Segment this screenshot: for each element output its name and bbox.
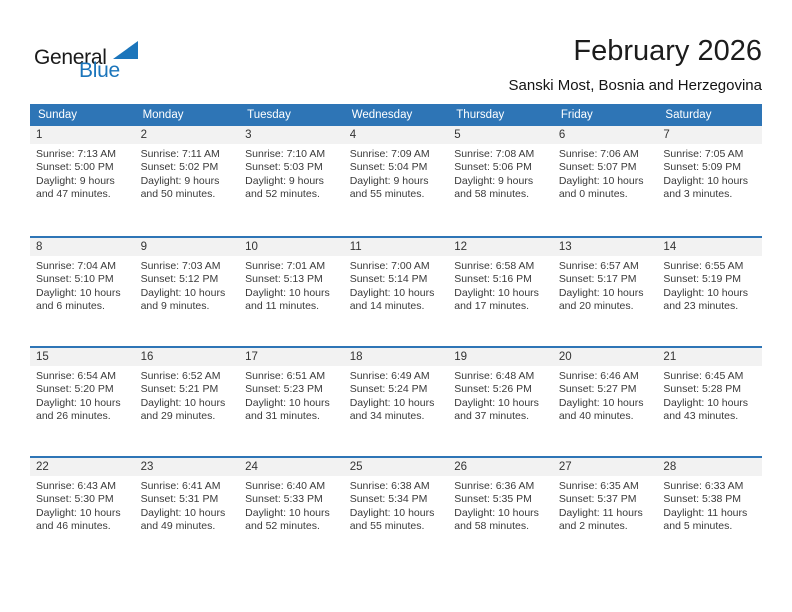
daylight-text-line1: Daylight: 10 hours [454, 286, 539, 299]
day-cell-20 [553, 348, 658, 456]
daylight-text-line2: and 9 minutes. [140, 300, 210, 313]
week-row-3 [30, 346, 762, 456]
sunset-text: Sunset: 5:13 PM [245, 273, 323, 286]
day-cell-26 [448, 458, 553, 566]
location-subtitle: Sanski Most, Bosnia and Herzegovina [508, 77, 762, 94]
calendar-table [30, 104, 762, 566]
sunset-text: Sunset: 5:02 PM [140, 161, 219, 174]
daylight-text-line2: and 34 minutes. [349, 410, 425, 423]
day-number: 27 [553, 458, 658, 476]
day-cell-25 [344, 458, 449, 566]
daylight-text-line2: and 52 minutes. [245, 520, 320, 533]
daylight-text-line1: Daylight: 10 hours [663, 396, 749, 409]
day-info [135, 476, 240, 534]
sunrise-text: Sunrise: 6:48 AM [454, 370, 535, 382]
sunrise-text: Sunrise: 7:13 AM [36, 148, 116, 160]
daylight-text-line2: and 14 minutes. [349, 300, 425, 313]
day-number: 20 [553, 348, 658, 366]
day-number: 8 [30, 238, 135, 256]
daylight-text-line2: and 5 minutes. [663, 520, 733, 533]
day-number: 1 [30, 126, 135, 144]
weekday-header-friday: Friday [560, 109, 593, 121]
sunrise-text: Sunrise: 7:08 AM [454, 148, 535, 160]
sunset-text: Sunset: 5:16 PM [454, 273, 532, 286]
sunset-text: Sunset: 5:17 PM [558, 273, 637, 286]
daylight-text-line2: and 40 minutes. [558, 410, 634, 423]
sunrise-text: Sunrise: 6:35 AM [558, 480, 639, 492]
day-info [448, 256, 553, 314]
day-number: 15 [30, 348, 135, 366]
daylight-text-line1: Daylight: 10 hours [245, 506, 330, 519]
week-row-1 [30, 126, 762, 236]
sunset-text: Sunset: 5:37 PM [558, 493, 637, 506]
daylight-text-line1: Daylight: 10 hours [663, 174, 749, 187]
day-number: 17 [239, 348, 344, 366]
day-info [239, 256, 344, 314]
day-cell-22 [30, 458, 135, 566]
sunrise-text: Sunrise: 7:11 AM [140, 148, 220, 160]
daylight-text-line2: and 11 minutes. [245, 300, 320, 313]
day-cell-2 [135, 126, 240, 236]
sunrise-text: Sunrise: 7:04 AM [36, 260, 116, 272]
daylight-text-line1: Daylight: 10 hours [36, 506, 121, 519]
sunrise-text: Sunrise: 6:51 AM [245, 370, 326, 382]
day-number: 16 [135, 348, 240, 366]
day-cell-18 [344, 348, 449, 456]
daylight-text-line1: Daylight: 10 hours [140, 286, 226, 299]
day-cell-17 [239, 348, 344, 456]
sunset-text: Sunset: 5:24 PM [349, 383, 428, 396]
daylight-text-line2: and 55 minutes. [349, 188, 425, 201]
day-cell-24 [239, 458, 344, 566]
day-number: 4 [344, 126, 449, 144]
sunset-text: Sunset: 5:09 PM [663, 161, 742, 174]
daylight-text-line2: and 31 minutes. [245, 410, 320, 423]
day-info [344, 144, 449, 202]
day-cell-11 [344, 238, 449, 346]
sunrise-text: Sunrise: 7:09 AM [349, 148, 430, 160]
day-cell-9 [135, 238, 240, 346]
day-number: 6 [553, 126, 658, 144]
day-cell-15 [30, 348, 135, 456]
sunset-text: Sunset: 5:31 PM [140, 493, 219, 506]
daylight-text-line2: and 17 minutes. [454, 300, 529, 313]
weekday-header-sunday: Sunday [38, 109, 78, 121]
day-cell-13 [553, 238, 658, 346]
day-info [553, 256, 658, 314]
sunset-text: Sunset: 5:21 PM [140, 383, 219, 396]
daylight-text-line2: and 43 minutes. [663, 410, 739, 423]
sunrise-text: Sunrise: 6:52 AM [140, 370, 221, 382]
day-cell-23 [135, 458, 240, 566]
day-number: 14 [657, 238, 762, 256]
day-info [239, 366, 344, 424]
day-info [553, 476, 658, 534]
daylight-text-line2: and 55 minutes. [349, 520, 425, 533]
sunrise-text: Sunrise: 6:54 AM [36, 370, 116, 382]
daylight-text-line1: Daylight: 10 hours [36, 286, 121, 299]
sunrise-text: Sunrise: 6:41 AM [140, 480, 221, 492]
sunset-text: Sunset: 5:19 PM [663, 273, 742, 286]
day-info [135, 366, 240, 424]
daylight-text-line2: and 26 minutes. [36, 410, 111, 423]
logo-blue-text: Blue [79, 59, 120, 82]
day-info [239, 476, 344, 534]
day-number: 3 [239, 126, 344, 144]
weekday-header-row [30, 104, 762, 126]
day-info [30, 366, 135, 424]
weekday-header-tuesday: Tuesday [247, 109, 291, 121]
day-cell-21 [657, 348, 762, 456]
sunrise-text: Sunrise: 7:05 AM [663, 148, 744, 160]
daylight-text-line1: Daylight: 10 hours [349, 286, 435, 299]
day-cell-12 [448, 238, 553, 346]
day-number: 24 [239, 458, 344, 476]
daylight-text-line1: Daylight: 9 hours [245, 174, 324, 187]
day-info [448, 366, 553, 424]
daylight-text-line1: Daylight: 10 hours [36, 396, 121, 409]
day-cell-7 [657, 126, 762, 236]
day-number: 13 [553, 238, 658, 256]
day-number: 28 [657, 458, 762, 476]
day-info [344, 476, 449, 534]
day-info [657, 144, 762, 202]
daylight-text-line1: Daylight: 9 hours [349, 174, 429, 187]
daylight-text-line1: Daylight: 11 hours [558, 506, 643, 519]
daylight-text-line2: and 50 minutes. [140, 188, 216, 201]
day-cell-6 [553, 126, 658, 236]
day-number: 18 [344, 348, 449, 366]
week-row-4 [30, 456, 762, 566]
day-cell-14 [657, 238, 762, 346]
general-blue-logo [34, 41, 154, 87]
daylight-text-line2: and 46 minutes. [36, 520, 111, 533]
daylight-text-line1: Daylight: 10 hours [349, 396, 435, 409]
day-info [239, 144, 344, 202]
day-info [553, 144, 658, 202]
weekday-header-monday: Monday [142, 109, 184, 121]
daylight-text-line2: and 29 minutes. [140, 410, 216, 423]
daylight-text-line1: Daylight: 10 hours [558, 396, 644, 409]
sunrise-text: Sunrise: 6:40 AM [245, 480, 326, 492]
day-cell-5 [448, 126, 553, 236]
daylight-text-line2: and 2 minutes. [558, 520, 628, 533]
day-cell-16 [135, 348, 240, 456]
sunset-text: Sunset: 5:14 PM [349, 273, 428, 286]
day-number: 19 [448, 348, 553, 366]
daylight-text-line1: Daylight: 10 hours [663, 286, 749, 299]
daylight-text-line2: and 0 minutes. [558, 188, 628, 201]
sunset-text: Sunset: 5:35 PM [454, 493, 532, 506]
logo-triangle-icon [113, 41, 138, 59]
daylight-text-line2: and 6 minutes. [36, 300, 105, 313]
day-info [135, 256, 240, 314]
sunset-text: Sunset: 5:23 PM [245, 383, 323, 396]
daylight-text-line1: Daylight: 10 hours [558, 286, 644, 299]
day-number: 22 [30, 458, 135, 476]
sunset-text: Sunset: 5:04 PM [349, 161, 428, 174]
sunrise-text: Sunrise: 6:57 AM [558, 260, 639, 272]
sunrise-text: Sunrise: 6:33 AM [663, 480, 744, 492]
daylight-text-line1: Daylight: 10 hours [454, 396, 539, 409]
day-cell-4 [344, 126, 449, 236]
daylight-text-line1: Daylight: 10 hours [140, 396, 226, 409]
title-block [509, 34, 762, 94]
daylight-text-line1: Daylight: 10 hours [454, 506, 539, 519]
sunrise-text: Sunrise: 7:01 AM [245, 260, 326, 272]
day-info [344, 256, 449, 314]
day-number: 2 [135, 126, 240, 144]
day-number: 23 [135, 458, 240, 476]
day-cell-19 [448, 348, 553, 456]
day-number: 21 [657, 348, 762, 366]
daylight-text-line1: Daylight: 9 hours [140, 174, 220, 187]
day-cell-1 [30, 126, 135, 236]
sunset-text: Sunset: 5:28 PM [663, 383, 742, 396]
daylight-text-line2: and 47 minutes. [36, 188, 111, 201]
day-number: 10 [239, 238, 344, 256]
daylight-text-line2: and 23 minutes. [663, 300, 739, 313]
day-number: 9 [135, 238, 240, 256]
sunset-text: Sunset: 5:20 PM [36, 383, 114, 396]
sunset-text: Sunset: 5:07 PM [558, 161, 637, 174]
daylight-text-line2: and 20 minutes. [558, 300, 634, 313]
daylight-text-line2: and 52 minutes. [245, 188, 320, 201]
day-info [30, 476, 135, 534]
daylight-text-line1: Daylight: 10 hours [349, 506, 435, 519]
sunset-text: Sunset: 5:06 PM [454, 161, 532, 174]
daylight-text-line1: Daylight: 10 hours [558, 174, 644, 187]
sunset-text: Sunset: 5:26 PM [454, 383, 532, 396]
sunrise-text: Sunrise: 6:45 AM [663, 370, 744, 382]
daylight-text-line2: and 49 minutes. [140, 520, 216, 533]
day-info [30, 144, 135, 202]
sunrise-text: Sunrise: 6:38 AM [349, 480, 430, 492]
day-number: 26 [448, 458, 553, 476]
sunrise-text: Sunrise: 6:49 AM [349, 370, 430, 382]
sunrise-text: Sunrise: 7:06 AM [558, 148, 639, 160]
day-cell-27 [553, 458, 658, 566]
sunrise-text: Sunrise: 6:43 AM [36, 480, 116, 492]
sunset-text: Sunset: 5:00 PM [36, 161, 114, 174]
sunrise-text: Sunrise: 7:00 AM [349, 260, 430, 272]
daylight-text-line2: and 37 minutes. [454, 410, 529, 423]
daylight-text-line1: Daylight: 10 hours [140, 506, 226, 519]
week-row-2 [30, 236, 762, 346]
sunrise-text: Sunrise: 6:46 AM [558, 370, 639, 382]
daylight-text-line1: Daylight: 10 hours [245, 396, 330, 409]
sunset-text: Sunset: 5:03 PM [245, 161, 323, 174]
sunrise-text: Sunrise: 6:58 AM [454, 260, 535, 272]
daylight-text-line2: and 3 minutes. [663, 188, 733, 201]
day-info [553, 366, 658, 424]
day-number: 5 [448, 126, 553, 144]
sunset-text: Sunset: 5:34 PM [349, 493, 428, 506]
day-number: 7 [657, 126, 762, 144]
day-info [30, 256, 135, 314]
day-info [135, 144, 240, 202]
day-cell-3 [239, 126, 344, 236]
day-info [657, 366, 762, 424]
sunset-text: Sunset: 5:38 PM [663, 493, 742, 506]
day-number: 25 [344, 458, 449, 476]
day-info [448, 144, 553, 202]
day-info [448, 476, 553, 534]
sunset-text: Sunset: 5:30 PM [36, 493, 114, 506]
daylight-text-line1: Daylight: 10 hours [245, 286, 330, 299]
day-cell-10 [239, 238, 344, 346]
sunrise-text: Sunrise: 7:03 AM [140, 260, 221, 272]
day-info [344, 366, 449, 424]
weekday-header-saturday: Saturday [665, 109, 712, 121]
daylight-text-line1: Daylight: 9 hours [454, 174, 534, 187]
sunset-text: Sunset: 5:10 PM [36, 273, 114, 286]
weekday-header-wednesday: Wednesday [351, 109, 413, 121]
day-cell-8 [30, 238, 135, 346]
day-info [657, 256, 762, 314]
day-cell-28 [657, 458, 762, 566]
page-title: February 2026 [573, 35, 762, 67]
day-number: 11 [344, 238, 449, 256]
sunrise-text: Sunrise: 6:55 AM [663, 260, 744, 272]
daylight-text-line2: and 58 minutes. [454, 188, 529, 201]
daylight-text-line1: Daylight: 9 hours [36, 174, 115, 187]
weekday-header-thursday: Thursday [456, 109, 505, 121]
daylight-text-line2: and 58 minutes. [454, 520, 529, 533]
day-number: 12 [448, 238, 553, 256]
sunset-text: Sunset: 5:27 PM [558, 383, 637, 396]
sunrise-text: Sunrise: 6:36 AM [454, 480, 535, 492]
day-info [657, 476, 762, 534]
sunset-text: Sunset: 5:33 PM [245, 493, 323, 506]
daylight-text-line1: Daylight: 11 hours [663, 506, 748, 519]
sunset-text: Sunset: 5:12 PM [140, 273, 219, 286]
logo-general-text: General [34, 46, 107, 69]
sunrise-text: Sunrise: 7:10 AM [245, 148, 326, 160]
